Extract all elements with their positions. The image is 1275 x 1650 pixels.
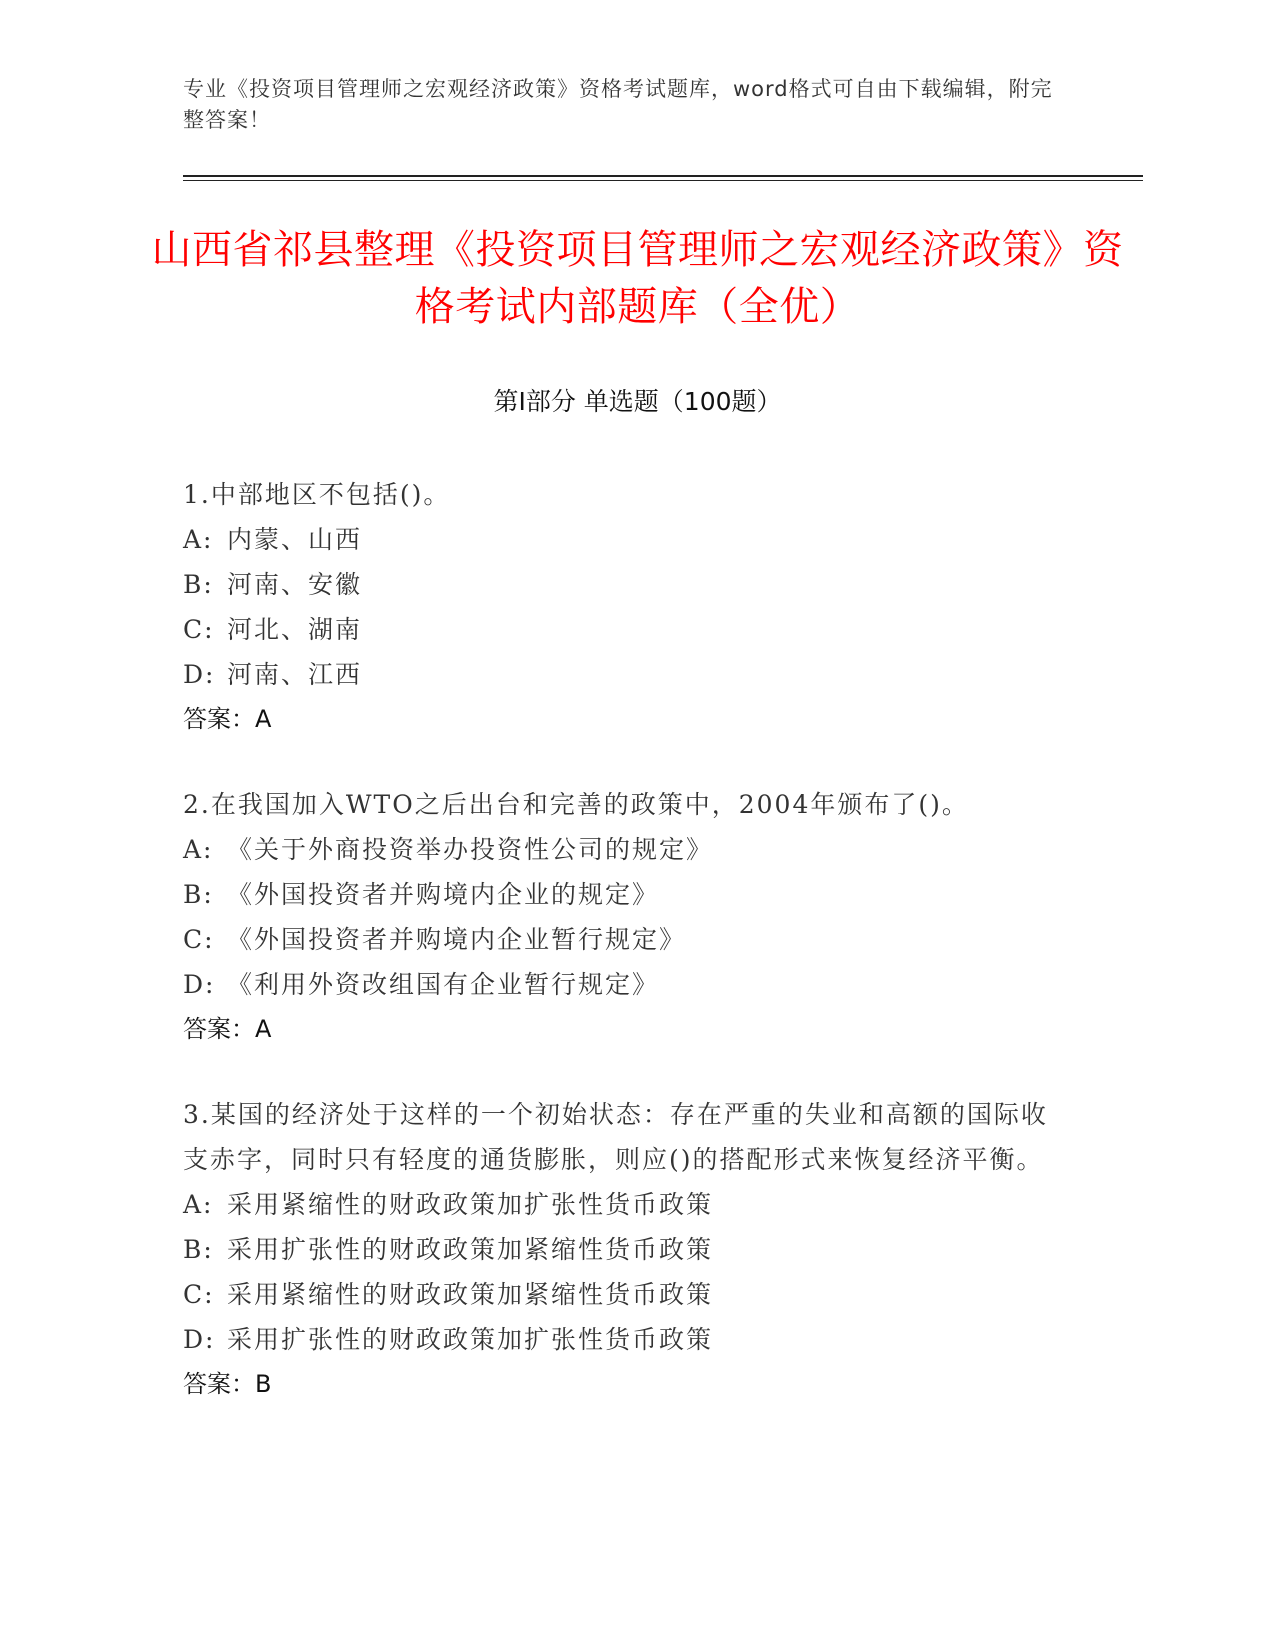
option-text: 《外国投资者并购境内企业暂行规定》	[227, 925, 687, 954]
option-b	[183, 872, 1063, 917]
question-text: 1.中部地区不包括()。	[183, 480, 451, 509]
document-title: 山西省祁县整理《投资项目管理师之宏观经济政策》资格考试内部题库（全优）	[151, 227, 1124, 330]
option-key: B:	[183, 1235, 214, 1264]
question-text: 3.某国的经济处于这样的一个初始状态：存在严重的失业和高额的国际收支赤字，同时只有轻度的通货膨胀，则应()的搭配形式来恢复经济平衡。	[183, 1100, 1048, 1174]
option-c	[183, 607, 1063, 652]
option-c	[183, 917, 1063, 962]
question-1	[183, 472, 1063, 742]
option-b	[183, 1227, 1063, 1272]
option-d	[183, 962, 1063, 1007]
option-text: 采用紧缩性的财政政策加扩张性货币政策	[227, 1190, 714, 1219]
option-key: D:	[183, 970, 216, 999]
option-key: D:	[183, 660, 216, 689]
question-list	[183, 472, 1063, 1447]
option-key: C:	[183, 615, 215, 644]
option-key: B:	[183, 880, 214, 909]
option-text: 河北、湖南	[227, 615, 363, 644]
answer-line: 答案：B	[183, 1370, 272, 1398]
header-divider-thin	[183, 180, 1143, 181]
option-b	[183, 562, 1063, 607]
option-key: A:	[183, 525, 214, 554]
option-text: 河南、江西	[227, 660, 363, 689]
option-c	[183, 1272, 1063, 1317]
question-text: 2.在我国加入WTO之后出台和完善的政策中，2004年颁布了()。	[183, 790, 969, 819]
option-text: 河南、安徽	[227, 570, 363, 599]
option-d	[183, 652, 1063, 697]
option-text: 《外国投资者并购境内企业的规定》	[227, 880, 660, 909]
answer-line: 答案：A	[183, 705, 272, 733]
option-a	[183, 517, 1063, 562]
question-2	[183, 782, 1063, 1052]
answer-line: 答案：A	[183, 1015, 272, 1043]
option-text: 采用扩张性的财政政策加紧缩性货币政策	[227, 1235, 714, 1264]
option-key: C:	[183, 1280, 215, 1309]
option-text: 《利用外资改组国有企业暂行规定》	[227, 970, 660, 999]
option-key: D:	[183, 1325, 216, 1354]
option-a	[183, 827, 1063, 872]
option-key: C:	[183, 925, 215, 954]
option-key: B:	[183, 570, 214, 599]
header-note: 专业《投资项目管理师之宏观经济政策》资格考试题库，word格式可自由下载编辑，附完整答案！	[183, 77, 1053, 132]
option-text: 采用紧缩性的财政政策加紧缩性货币政策	[227, 1280, 714, 1309]
option-text: 内蒙、山西	[227, 525, 363, 554]
question-3	[183, 1092, 1063, 1407]
option-key: A:	[183, 1190, 214, 1219]
option-text: 采用扩张性的财政政策加扩张性货币政策	[227, 1325, 714, 1354]
header-divider-thick	[183, 175, 1143, 177]
section-title: 第Ⅰ部分 单选题（100题）	[493, 387, 782, 416]
option-text: 《关于外商投资举办投资性公司的规定》	[227, 835, 714, 864]
option-a	[183, 1182, 1063, 1227]
option-key: A:	[183, 835, 214, 864]
option-d	[183, 1317, 1063, 1362]
